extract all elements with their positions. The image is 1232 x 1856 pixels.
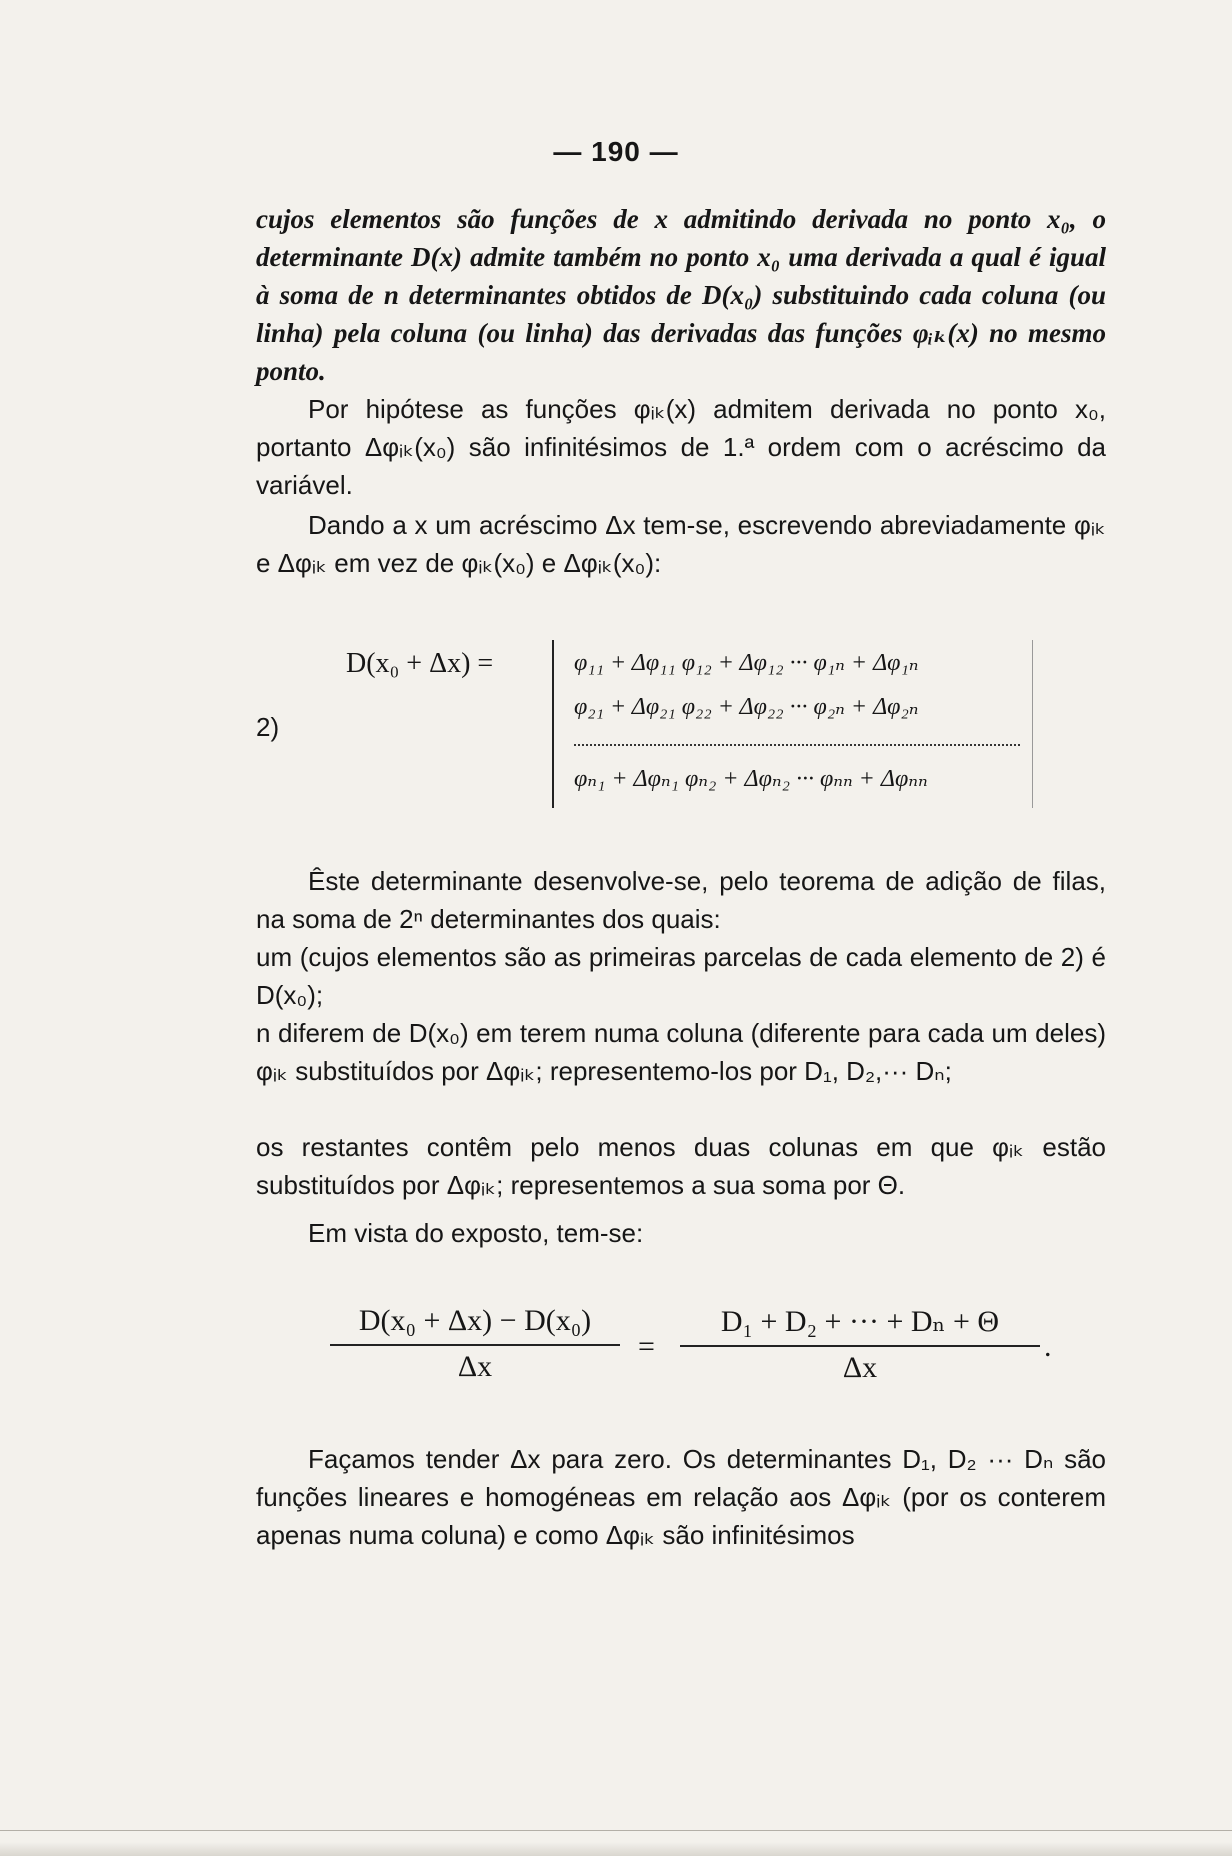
- rhs-numerator: D₁ + D₂ + ··· + Dₙ + Θ: [720, 1305, 1000, 1338]
- rhs-denominator: Δx: [842, 1351, 878, 1384]
- rhs-fraction: [680, 1304, 1040, 1385]
- final-paragraph: Façamos tender Δx para zero. Os determinantes D₁, D₂ ··· Dₙ são funções lineares e homogéneas em relação aos Δφᵢₖ (por os conterem apenas numa coluna) e como Δφᵢₖ são infinitésimos: [256, 1444, 1106, 1550]
- quotient-equation: [330, 1304, 1070, 1404]
- equals-sign: =: [638, 1330, 655, 1363]
- expansion-paragraph: Êste determinante desenvolve-se, pelo teorema de adição de filas, na soma de 2ⁿ determinantes dos quais:: [256, 866, 1106, 934]
- item-restantes: os restantes contêm pelo menos duas colunas em que φᵢₖ estão substituídos por Δφᵢₖ; representemos a sua soma por Θ.: [256, 1132, 1106, 1200]
- increment-paragraph: Dando a x um acréscimo Δx tem-se, escrevendo abreviadamente φᵢₖ e Δφᵢₖ em vez de φᵢₖ(x₀) e Δφᵢₖ(x₀):: [256, 510, 1106, 578]
- determinant-row-1: φ₁₁ + Δφ₁₁ φ₁₂ + Δφ₁₂ ··· φ₁ₙ + Δφ₁ₙ: [574, 650, 919, 676]
- theorem-continuation: cujos elementos são funções de x admitindo derivada no ponto x₀, o determinante D(x) admite também no ponto x₀ uma derivada a qual é igual à soma de n determinantes obtidos de D(x₀) substituindo cada coluna (ou linha) pela coluna (ou linha) das derivadas das funções φᵢₖ(x) no mesmo ponto.: [256, 204, 1106, 386]
- scan-margin-line: [0, 1830, 1232, 1831]
- exposto-paragraph: Em vista do exposto, tem-se:: [308, 1218, 644, 1248]
- equation-label: 2): [256, 712, 280, 742]
- scan-bottom-edge: [0, 1842, 1232, 1856]
- determinant-row-n: φₙ₁ + Δφₙ₁ φₙ₂ + Δφₙ₂ ··· φₙₙ + Δφₙₙ: [574, 766, 928, 792]
- lhs-denominator: Δx: [457, 1350, 493, 1383]
- item-um: um (cujos elementos são as primeiras parcelas de cada elemento de 2) é D(x₀);: [256, 942, 1106, 1010]
- lhs-numerator: D(x₀ + Δx) − D(x₀): [358, 1304, 592, 1337]
- lhs-fraction: [330, 1304, 620, 1384]
- item-n: n diferem de D(x₀) em terem numa coluna (diferente para cada um deles) φᵢₖ substituídos por Δφᵢₖ; representemo-los por D₁, D₂,··· Dₙ;: [256, 1018, 1106, 1086]
- equation-period: .: [1044, 1330, 1052, 1363]
- page-number: — 190 —: [553, 136, 679, 167]
- hypothesis-paragraph: Por hipótese as funções φᵢₖ(x) admitem derivada no ponto x₀, portanto Δφᵢₖ(x₀) são infinitésimos de 1.ª ordem com o acréscimo da variável.: [256, 394, 1106, 500]
- determinant-ellipsis-row: [574, 742, 1020, 746]
- determinant-lhs: D(x₀ + Δx) =: [346, 648, 494, 679]
- determinant-row-2: φ₂₁ + Δφ₂₁ φ₂₂ + Δφ₂₂ ··· φ₂ₙ + Δφ₂ₙ: [574, 694, 919, 720]
- determinant-matrix: [552, 640, 1033, 808]
